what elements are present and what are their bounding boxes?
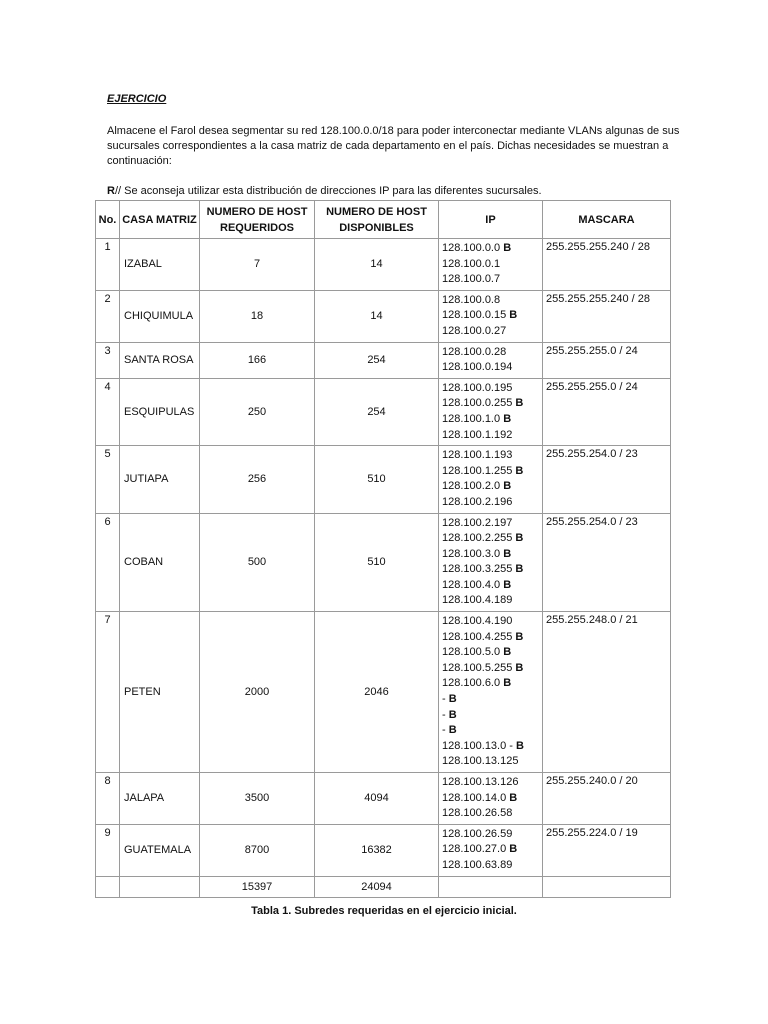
ip-mark: B <box>503 646 512 659</box>
ip-address: 128.100.26.58 <box>442 807 513 820</box>
row-number: 3 <box>96 342 120 378</box>
row-number: 5 <box>96 446 120 513</box>
ip-line <box>442 396 542 412</box>
ip-line <box>442 531 542 547</box>
row-hosts-disponibles: 16382 <box>315 824 439 876</box>
row-mascara: 255.255.255.240 / 28 <box>543 290 671 342</box>
row-hosts-requeridos: 166 <box>200 342 315 378</box>
row-casa-matriz: PETEN <box>120 612 200 773</box>
ip-line <box>442 257 542 273</box>
row-ip-list <box>439 773 543 825</box>
ip-address: 128.100.0.7 <box>442 273 501 286</box>
exercise-heading: EJERCICIO <box>107 93 167 105</box>
ip-mark: B <box>503 547 512 560</box>
ip-line <box>442 723 542 739</box>
row-casa-matriz: GUATEMALA <box>120 824 200 876</box>
row-mascara: 255.255.255.0 / 24 <box>543 378 671 445</box>
row-mascara: 255.255.254.0 / 23 <box>543 446 671 513</box>
ip-address: 128.100.6.0 <box>442 677 501 690</box>
row-hosts-disponibles: 14 <box>315 239 439 291</box>
row-casa-matriz: CHIQUIMULA <box>120 290 200 342</box>
row-mascara: 255.255.255.240 / 28 <box>543 239 671 291</box>
ip-mark: B <box>515 532 524 545</box>
ip-address: 128.100.2.0 <box>442 480 501 493</box>
ip-line <box>442 293 542 309</box>
ip-mark: B <box>503 677 512 690</box>
row-number: 4 <box>96 378 120 445</box>
header-hosts-disponibles: NUMERO DE HOST DISPONIBLES <box>315 201 439 239</box>
ip-line <box>442 708 542 724</box>
header-no: No. <box>96 201 120 239</box>
row-number: 9 <box>96 824 120 876</box>
ip-line <box>442 547 542 563</box>
ip-mark: B <box>515 630 524 643</box>
ip-address: 128.100.2.196 <box>442 495 513 508</box>
table-row <box>96 513 671 612</box>
ip-address: - <box>442 708 446 721</box>
ip-line <box>442 614 542 630</box>
row-casa-matriz: JUTIAPA <box>120 446 200 513</box>
header-ip: IP <box>439 201 543 239</box>
answer-prefix: R <box>107 185 115 197</box>
ip-mark: B <box>509 791 518 804</box>
ip-mark: B <box>509 843 518 856</box>
row-casa-matriz: JALAPA <box>120 773 200 825</box>
ip-address: 128.100.13.0 - <box>442 739 513 752</box>
row-mascara: 255.255.255.0 / 24 <box>543 342 671 378</box>
ip-mark: B <box>503 480 512 493</box>
ip-address: 128.100.0.15 <box>442 309 507 322</box>
ip-address: 128.100.0.0 <box>442 242 501 254</box>
ip-address: 128.100.13.125 <box>442 755 519 768</box>
row-hosts-requeridos: 250 <box>200 378 315 445</box>
row-hosts-requeridos: 256 <box>200 446 315 513</box>
table-row <box>96 612 671 773</box>
ip-mark: B <box>515 397 524 410</box>
table-row <box>96 239 671 291</box>
ip-address: 128.100.1.255 <box>442 464 513 477</box>
totals-casa <box>120 876 200 897</box>
row-hosts-disponibles: 254 <box>315 342 439 378</box>
ip-address: 128.100.13.126 <box>442 776 519 788</box>
ip-line <box>442 448 542 464</box>
row-ip-list <box>439 290 543 342</box>
ip-mark: B <box>516 739 524 752</box>
ip-mark: B <box>503 412 512 425</box>
ip-address: 128.100.4.189 <box>442 594 513 607</box>
ip-line <box>442 645 542 661</box>
header-mascara: MASCARA <box>543 201 671 239</box>
ip-line <box>442 842 542 858</box>
ip-line <box>442 630 542 646</box>
ip-address: 128.100.0.255 <box>442 397 513 410</box>
row-hosts-disponibles: 510 <box>315 513 439 612</box>
ip-address: 128.100.4.0 <box>442 578 501 591</box>
ip-address: 128.100.27.0 <box>442 843 507 856</box>
row-hosts-requeridos: 2000 <box>200 612 315 773</box>
ip-address: 128.100.3.0 <box>442 547 501 560</box>
ip-line <box>442 858 542 874</box>
ip-line <box>442 806 542 822</box>
ip-line <box>442 578 542 594</box>
header-casa-matriz: CASA MATRIZ <box>120 201 200 239</box>
ip-line <box>442 754 542 770</box>
table-row <box>96 378 671 445</box>
ip-line <box>442 827 542 843</box>
ip-address: 128.100.1.192 <box>442 428 513 441</box>
row-casa-matriz: SANTA ROSA <box>120 342 200 378</box>
ip-mark: B <box>503 242 512 254</box>
exercise-paragraph: Almacene el Farol desea segmentar su red 128.100.0.0/18 para poder interconectar mediante VLANs algunas de sus sucursales correspondientes a la casa matriz de cada departamento en el país. Dichas necesidades se muestran a continuación: <box>107 125 680 167</box>
ip-line <box>442 516 542 532</box>
row-hosts-disponibles: 14 <box>315 290 439 342</box>
row-hosts-requeridos: 500 <box>200 513 315 612</box>
ip-mark: B <box>515 563 524 576</box>
ip-address: 128.100.5.0 <box>442 646 501 659</box>
ip-line <box>442 412 542 428</box>
ip-line <box>442 308 542 324</box>
ip-address: 128.100.14.0 <box>442 791 507 804</box>
row-hosts-requeridos: 3500 <box>200 773 315 825</box>
ip-line <box>442 692 542 708</box>
row-hosts-disponibles: 510 <box>315 446 439 513</box>
answer-line <box>107 185 542 197</box>
table-header-row <box>96 201 671 239</box>
ip-mark: B <box>448 724 457 737</box>
ip-mark: B <box>515 464 524 477</box>
ip-line <box>442 791 542 807</box>
ip-address: 128.100.0.194 <box>442 361 513 374</box>
row-number: 1 <box>96 239 120 291</box>
ip-address: 128.100.63.89 <box>442 858 513 871</box>
totals-mascara <box>543 876 671 897</box>
ip-address: 128.100.1.0 <box>442 412 501 425</box>
ip-line <box>442 345 542 361</box>
row-casa-matriz: ESQUIPULAS <box>120 378 200 445</box>
ip-mark: B <box>503 578 512 591</box>
row-ip-list <box>439 378 543 445</box>
row-casa-matriz: IZABAL <box>120 239 200 291</box>
ip-line <box>442 241 542 257</box>
row-ip-list <box>439 824 543 876</box>
ip-address: 128.100.4.255 <box>442 630 513 643</box>
row-casa-matriz: COBAN <box>120 513 200 612</box>
row-ip-list <box>439 513 543 612</box>
ip-address: - <box>442 693 446 706</box>
ip-address: 128.100.1.193 <box>442 449 513 462</box>
total-disponibles: 24094 <box>315 876 439 897</box>
row-number: 8 <box>96 773 120 825</box>
ip-line <box>442 562 542 578</box>
ip-address: 128.100.5.255 <box>442 661 513 674</box>
table-caption: Tabla 1. Subredes requeridas en el ejercicio inicial. <box>251 905 517 917</box>
table-row <box>96 290 671 342</box>
ip-mark: B <box>448 693 457 706</box>
row-ip-list <box>439 446 543 513</box>
totals-ip <box>439 876 543 897</box>
ip-mark: B <box>448 708 457 721</box>
ip-line <box>442 775 542 791</box>
table-body <box>96 239 671 898</box>
ip-address: 128.100.2.197 <box>442 516 513 529</box>
ip-line <box>442 428 542 444</box>
ip-line <box>442 381 542 397</box>
table-row <box>96 824 671 876</box>
row-hosts-disponibles: 4094 <box>315 773 439 825</box>
row-hosts-requeridos: 7 <box>200 239 315 291</box>
row-number: 7 <box>96 612 120 773</box>
ip-line <box>442 479 542 495</box>
row-mascara: 255.255.248.0 / 21 <box>543 612 671 773</box>
row-number: 2 <box>96 290 120 342</box>
row-hosts-disponibles: 254 <box>315 378 439 445</box>
ip-address: 128.100.4.190 <box>442 615 513 628</box>
ip-address: 128.100.0.195 <box>442 381 513 394</box>
row-hosts-requeridos: 8700 <box>200 824 315 876</box>
row-number: 6 <box>96 513 120 612</box>
total-requeridos: 15397 <box>200 876 315 897</box>
totals-row <box>96 876 671 897</box>
row-ip-list <box>439 239 543 291</box>
ip-line <box>442 360 542 376</box>
ip-address: 128.100.0.27 <box>442 324 507 337</box>
ip-line <box>442 324 542 340</box>
answer-text: // Se aconseja utilizar esta distribución de direcciones IP para las diferentes sucursales. <box>114 185 542 197</box>
ip-line <box>442 739 542 755</box>
row-hosts-disponibles: 2046 <box>315 612 439 773</box>
ip-address: 128.100.0.8 <box>442 293 501 306</box>
row-mascara: 255.255.254.0 / 23 <box>543 513 671 612</box>
ip-line <box>442 495 542 511</box>
ip-address: 128.100.3.255 <box>442 563 513 576</box>
subnet-table <box>95 200 671 898</box>
table-row <box>96 342 671 378</box>
row-mascara: 255.255.240.0 / 20 <box>543 773 671 825</box>
ip-line <box>442 464 542 480</box>
table-row <box>96 446 671 513</box>
ip-address: - <box>442 724 446 737</box>
row-hosts-requeridos: 18 <box>200 290 315 342</box>
ip-line <box>442 593 542 609</box>
ip-line <box>442 676 542 692</box>
ip-address: 128.100.0.28 <box>442 345 507 358</box>
ip-address: 128.100.0.1 <box>442 257 501 270</box>
ip-address: 128.100.26.59 <box>442 827 513 840</box>
totals-no <box>96 876 120 897</box>
ip-line <box>442 661 542 677</box>
ip-mark: B <box>509 309 518 322</box>
ip-mark: B <box>515 661 524 674</box>
table-row <box>96 773 671 825</box>
row-ip-list <box>439 612 543 773</box>
ip-line <box>442 272 542 288</box>
header-hosts-requeridos: NUMERO DE HOST REQUERIDOS <box>200 201 315 239</box>
ip-address: 128.100.2.255 <box>442 532 513 545</box>
row-ip-list <box>439 342 543 378</box>
row-mascara: 255.255.224.0 / 19 <box>543 824 671 876</box>
